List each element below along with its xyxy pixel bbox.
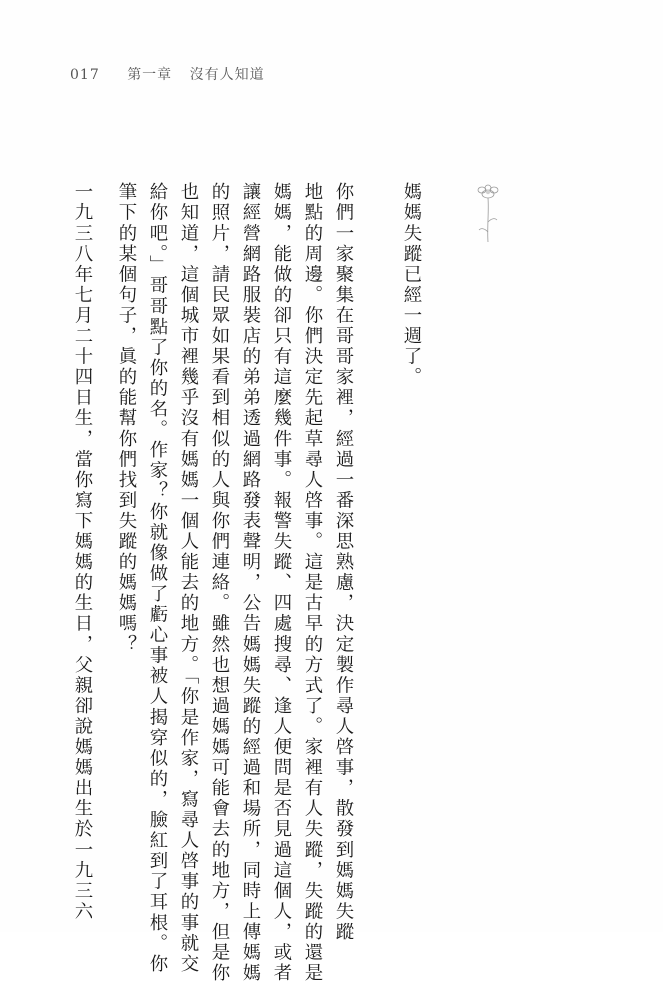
text-column: 一九三八年七月二十四日生，當你寫下媽媽的生日，父親卻說媽媽出生於一九三六: [72, 182, 93, 922]
text-column: 媽媽，能做的卻只有這麼幾件事。報警失蹤、四處搜尋、逢人便問是否見過這個人，或者: [271, 182, 292, 983]
text-column: 給你吧。」哥哥點了你的名。作家？你就像做了虧心事被人揭穿似的，臉紅到了耳根。你: [147, 182, 168, 975]
text-column: 筆下的某個句子，眞的能幫你們找到失蹤的媽媽嗎？: [116, 182, 137, 655]
chapter-label: 第一章: [127, 67, 173, 83]
text-column: 讓經營網路服裝店的弟弟透過網路發表聲明，公告媽媽失蹤的經過和場所，同時上傳媽媽: [240, 182, 261, 983]
running-head: [70, 64, 265, 84]
page-number: 017: [70, 67, 100, 83]
flower-illustration-icon: [468, 182, 508, 282]
text-column: 也知道，這個城市裡幾乎沒有媽媽一個人能去的地方。「你是作家，寫尋人啓事的事就交: [178, 182, 199, 975]
text-column: 地點的周邊。你們決定先起草尋人啓事。這是古早的方式了。家裡有人失蹤，失蹤的還是: [302, 182, 323, 983]
text-column: 你們一家聚集在哥哥家裡，經過一番深思熟慮，決定製作尋人啓事，散發到媽媽失蹤: [333, 182, 354, 943]
text-column: 的照片，請民眾如果看到相似的人與你們連絡。雖然也想過媽媽可能會去的地方，但是你: [209, 182, 230, 983]
chapter-title: 沒有人知道: [189, 67, 265, 83]
text-column: 媽媽失蹤已經一週了。: [401, 182, 422, 388]
